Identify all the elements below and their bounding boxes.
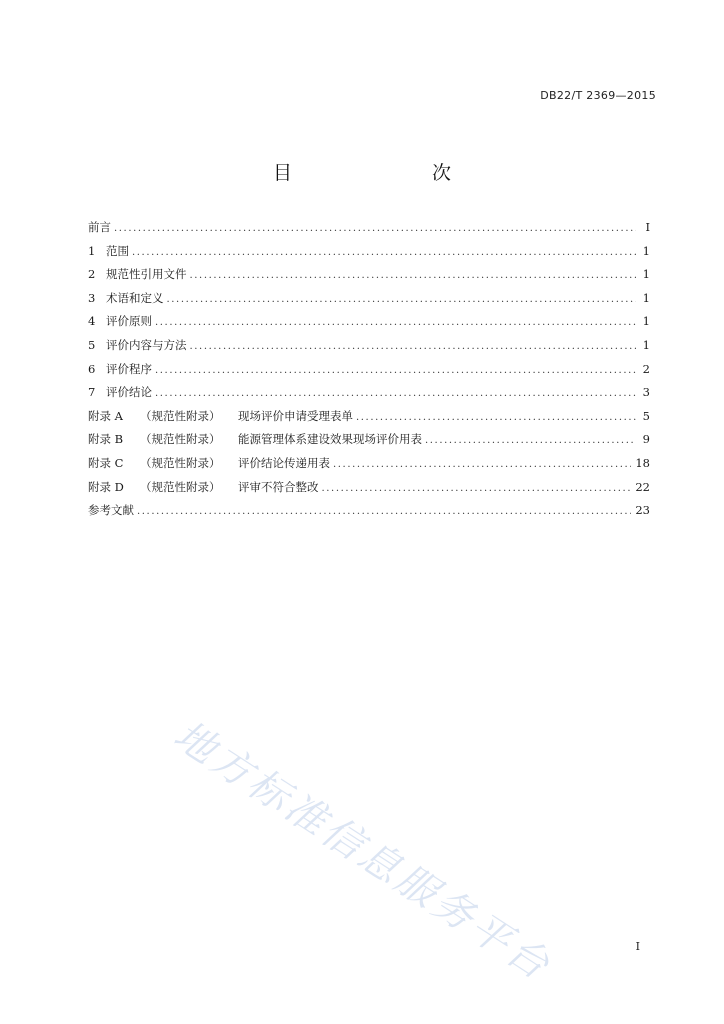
toc-page-number: 1 [642, 337, 650, 352]
toc-entry-references[interactable] [88, 499, 650, 523]
toc-entry-text: 评价结论 [106, 385, 152, 400]
appendix-kind: （规范性附录） [140, 432, 221, 447]
toc-page-number: 3 [642, 385, 650, 400]
toc-entry-text: 评价内容与方法 [106, 337, 187, 352]
toc-section-number: 3 [88, 290, 96, 305]
toc-page-number: 1 [642, 267, 650, 282]
appendix-id: 附录 C [88, 455, 124, 470]
table-of-contents [88, 216, 650, 523]
dot-leader [155, 311, 636, 335]
document-code: DB22/T 2369—2015 [540, 89, 656, 102]
appendix-prefix [88, 476, 238, 500]
dot-leader [155, 359, 636, 383]
toc-section-number: 2 [88, 267, 96, 282]
toc-entry-text: 评价结论传递用表 [238, 455, 330, 470]
appendix-prefix [88, 405, 238, 429]
page-number: I [635, 940, 640, 953]
toc-section-number: 4 [88, 314, 96, 329]
toc-section-number: 7 [88, 385, 96, 400]
dot-leader [132, 241, 636, 265]
toc-entry-text: 范围 [106, 243, 129, 258]
toc-page-number: I [645, 220, 650, 234]
dot-leader [322, 477, 632, 501]
dot-leader [114, 217, 636, 241]
toc-entry-text: 评价原则 [106, 314, 152, 329]
toc-entry-foreword[interactable] [88, 216, 650, 240]
dot-leader [425, 429, 636, 453]
dot-leader [333, 453, 631, 477]
toc-section-number: 5 [88, 337, 96, 352]
toc-entry-appendix-d[interactable] [88, 476, 650, 500]
toc-entry-terms-definitions[interactable] [88, 287, 650, 311]
toc-page-number: 1 [642, 243, 650, 258]
toc-page-number: 22 [635, 479, 650, 494]
appendix-kind: （规范性附录） [140, 455, 221, 470]
watermark: 地方标准信息服务平台 [165, 712, 560, 991]
toc-title: 目 次 [272, 162, 485, 184]
toc-section-number: 6 [88, 361, 96, 376]
toc-entry-scope[interactable] [88, 240, 650, 264]
toc-entry-normative-references[interactable] [88, 263, 650, 287]
appendix-id: 附录 A [88, 408, 123, 423]
toc-entry-text: 评价程序 [106, 361, 152, 376]
toc-entry-text: 前言 [88, 220, 111, 234]
toc-entry-appendix-c[interactable] [88, 452, 650, 476]
dot-leader [155, 382, 636, 406]
appendix-prefix [88, 428, 238, 452]
toc-page-number: 2 [642, 361, 650, 376]
appendix-prefix [88, 452, 238, 476]
toc-page-number: 5 [642, 408, 650, 423]
dot-leader [190, 264, 637, 288]
toc-section-number: 1 [88, 243, 96, 258]
appendix-id: 附录 D [88, 479, 124, 494]
toc-page-number: 23 [635, 503, 650, 518]
toc-entry-text: 术语和定义 [106, 290, 164, 305]
toc-entry-appendix-a[interactable] [88, 405, 650, 429]
toc-page-number: 9 [642, 432, 650, 447]
toc-entry-evaluation-principles[interactable] [88, 310, 650, 334]
toc-entry-text: 参考文献 [88, 503, 134, 518]
toc-entry-evaluation-content-methods[interactable] [88, 334, 650, 358]
toc-entry-text: 评审不符合整改 [238, 479, 319, 494]
toc-entry-text: 能源管理体系建设效果现场评价用表 [238, 432, 422, 447]
dot-leader [190, 335, 637, 359]
toc-entry-evaluation-procedure[interactable] [88, 358, 650, 382]
dot-leader [167, 288, 637, 312]
dot-leader [356, 406, 636, 430]
toc-page-number: 1 [642, 290, 650, 305]
toc-entry-evaluation-conclusion[interactable] [88, 381, 650, 405]
dot-leader [137, 500, 631, 524]
toc-entry-text: 现场评价申请受理表单 [238, 408, 353, 423]
toc-page-number: 18 [635, 455, 650, 470]
appendix-kind: （规范性附录） [140, 479, 221, 494]
toc-entry-text: 规范性引用文件 [106, 267, 187, 282]
appendix-id: 附录 B [88, 432, 124, 447]
toc-entry-appendix-b[interactable] [88, 428, 650, 452]
toc-page-number: 1 [642, 314, 650, 329]
appendix-kind: （规范性附录） [140, 408, 221, 423]
